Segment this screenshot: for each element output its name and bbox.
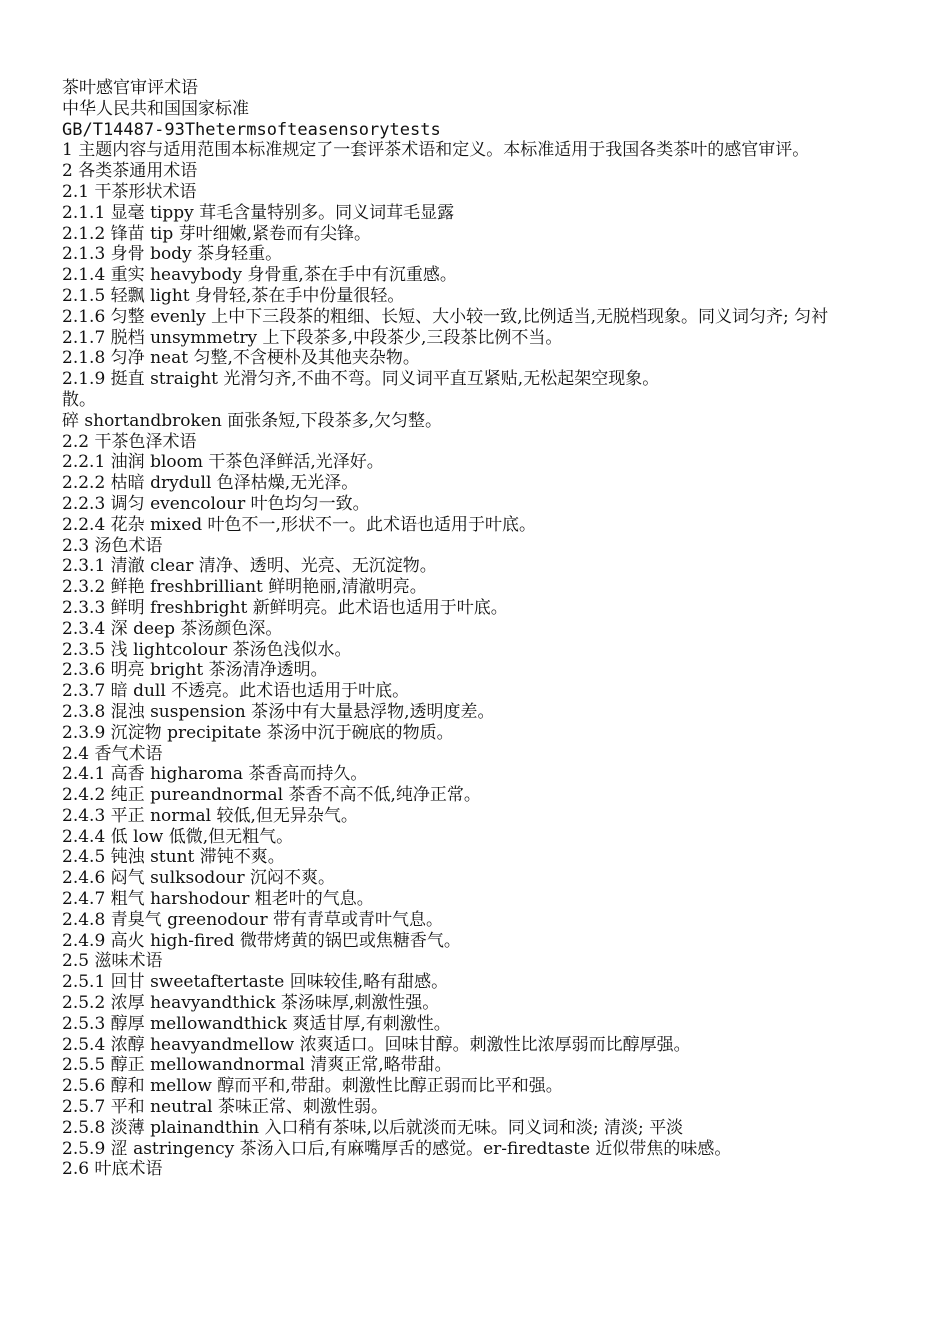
section-heading: 2 各类茶通用术语 bbox=[62, 161, 198, 182]
term-entry: 2.4.8 青臭气 greenodour 带有青草或青叶气息。 bbox=[62, 909, 443, 930]
term-entry: 2.5.1 回甘 sweetaftertaste 回味较佳,略有甜感。 bbox=[62, 972, 449, 993]
term-entry: 2.5.9 涩 astringency 茶汤入口后,有麻嘴厚舌的感觉。er-firedtaste 近似带焦的味感。 bbox=[62, 1138, 732, 1159]
subsection-heading: 2.3 汤色术语 bbox=[62, 535, 163, 556]
scope-paragraph: 1 主题内容与适用范围本标准规定了一套评茶术语和定义。本标准适用于我国各类茶叶的感官审评。 bbox=[62, 140, 810, 161]
term-entry: 2.3.5 浅 lightcolour 茶汤色浅似水。 bbox=[62, 639, 352, 660]
document-body bbox=[62, 78, 902, 1180]
term-entry: 2.4.9 高火 high-fired 微带烤黄的锅巴或焦糖香气。 bbox=[62, 930, 461, 951]
term-entry: 2.1.3 身骨 body 茶身轻重。 bbox=[62, 244, 283, 265]
term-entry: 2.4.3 平正 normal 较低,但无异杂气。 bbox=[62, 805, 358, 826]
term-entry: 2.3.3 鲜明 freshbright 新鲜明亮。此术语也适用于叶底。 bbox=[62, 597, 508, 618]
subsection-heading: 2.2 干茶色泽术语 bbox=[62, 431, 197, 452]
term-entry: 2.3.4 深 deep 茶汤颜色深。 bbox=[62, 618, 283, 639]
term-entry: 2.1.2 锋苗 tip 芽叶细嫩,紧卷而有尖锋。 bbox=[62, 223, 372, 244]
document-title: 茶叶感官审评术语 bbox=[62, 78, 198, 98]
term-entry: 2.3.8 混浊 suspension 茶汤中有大量悬浮物,透明度差。 bbox=[62, 701, 495, 722]
term-entry: 2.1.1 显毫 tippy 茸毛含量特别多。同义词茸毛显露 bbox=[62, 202, 455, 223]
text-fragment: 散。 bbox=[62, 389, 96, 410]
term-entry: 2.4.6 闷气 sulksodour 沉闷不爽。 bbox=[62, 868, 336, 889]
term-entry: 2.3.7 暗 dull 不透亮。此术语也适用于叶底。 bbox=[62, 681, 410, 702]
term-entry: 2.3.2 鲜艳 freshbrilliant 鲜明艳丽,清澈明亮。 bbox=[62, 577, 427, 598]
term-entry: 2.1.6 匀整 evenly 上中下三段茶的粗细、长短、大小较一致,比例适当,无脱档现象。同义词匀齐; 匀衬 bbox=[62, 306, 829, 327]
term-entry: 2.5.7 平和 neutral 茶味正常、刺激性弱。 bbox=[62, 1097, 388, 1118]
term-entry: 2.1.7 脱档 unsymmetry 上下段茶多,中段茶少,三段茶比例不当。 bbox=[62, 327, 563, 348]
term-entry: 2.3.6 明亮 bright 茶汤清净透明。 bbox=[62, 660, 328, 681]
term-entry: 2.1.4 重实 heavybody 身骨重,茶在手中有沉重感。 bbox=[62, 265, 457, 286]
term-entry: 2.5.2 浓厚 heavyandthick 茶汤味厚,刺激性强。 bbox=[62, 993, 440, 1014]
term-entry: 2.5.5 醇正 mellowandnormal 清爽正常,略带甜。 bbox=[62, 1055, 452, 1076]
term-entry: 2.1.5 轻飘 light 身骨轻,茶在手中份量很轻。 bbox=[62, 285, 405, 306]
term-entry: 2.5.4 浓醇 heavyandmellow 浓爽适口。回味甘醇。刺激性比浓厚弱而比醇厚强。 bbox=[62, 1034, 691, 1055]
term-entry: 2.4.5 钝浊 stunt 滞钝不爽。 bbox=[62, 847, 285, 868]
term-entry: 2.5.3 醇厚 mellowandthick 爽适甘厚,有刺激性。 bbox=[62, 1013, 451, 1034]
term-entry: 2.5.6 醇和 mellow 醇而平和,带甜。刺激性比醇正弱而比平和强。 bbox=[62, 1076, 563, 1097]
term-entry: 2.1.9 挺直 straight 光滑匀齐,不曲不弯。同义词平直互紧贴,无松起架空现象。 bbox=[62, 369, 660, 390]
term-entry: 碎 shortandbroken 面张条短,下段茶多,欠匀整。 bbox=[62, 410, 443, 431]
standard-code: GB/T14487-93Thetermsofteasensorytests bbox=[62, 119, 441, 140]
term-entry: 2.4.7 粗气 harshodour 粗老叶的气息。 bbox=[62, 889, 374, 910]
term-entry: 2.1.8 匀净 neat 匀整,不含梗朴及其他夹杂物。 bbox=[62, 348, 420, 369]
term-entry: 2.5.8 淡薄 plainandthin 入口稍有茶味,以后就淡而无味。同义词和淡; 清淡; 平淡 bbox=[62, 1117, 684, 1138]
term-entry: 2.4.2 纯正 pureandnormal 茶香不高不低,纯净正常。 bbox=[62, 785, 481, 806]
subsection-heading: 2.6 叶底术语 bbox=[62, 1159, 163, 1180]
term-entry: 2.4.1 高香 higharoma 茶香高而持久。 bbox=[62, 764, 368, 785]
subsection-heading: 2.4 香气术语 bbox=[62, 743, 163, 764]
term-entry: 2.4.4 低 low 低微,但无粗气。 bbox=[62, 826, 294, 847]
term-entry: 2.2.1 油润 bloom 干茶色泽鲜活,光泽好。 bbox=[62, 452, 384, 473]
term-entry: 2.3.1 清澈 clear 清净、透明、光亮、无沉淀物。 bbox=[62, 556, 437, 577]
term-entry: 2.2.2 枯暗 drydull 色泽枯燥,无光泽。 bbox=[62, 473, 359, 494]
term-entry: 2.2.4 花杂 mixed 叶色不一,形状不一。此术语也适用于叶底。 bbox=[62, 514, 536, 535]
subsection-heading: 2.5 滋味术语 bbox=[62, 951, 163, 972]
subsection-heading: 2.1 干茶形状术语 bbox=[62, 181, 197, 202]
term-entry: 2.2.3 调匀 evencolour 叶色均匀一致。 bbox=[62, 493, 370, 514]
term-entry: 2.3.9 沉淀物 precipitate 茶汤中沉于碗底的物质。 bbox=[62, 722, 454, 743]
standard-name: 中华人民共和国国家标准 bbox=[62, 98, 249, 119]
